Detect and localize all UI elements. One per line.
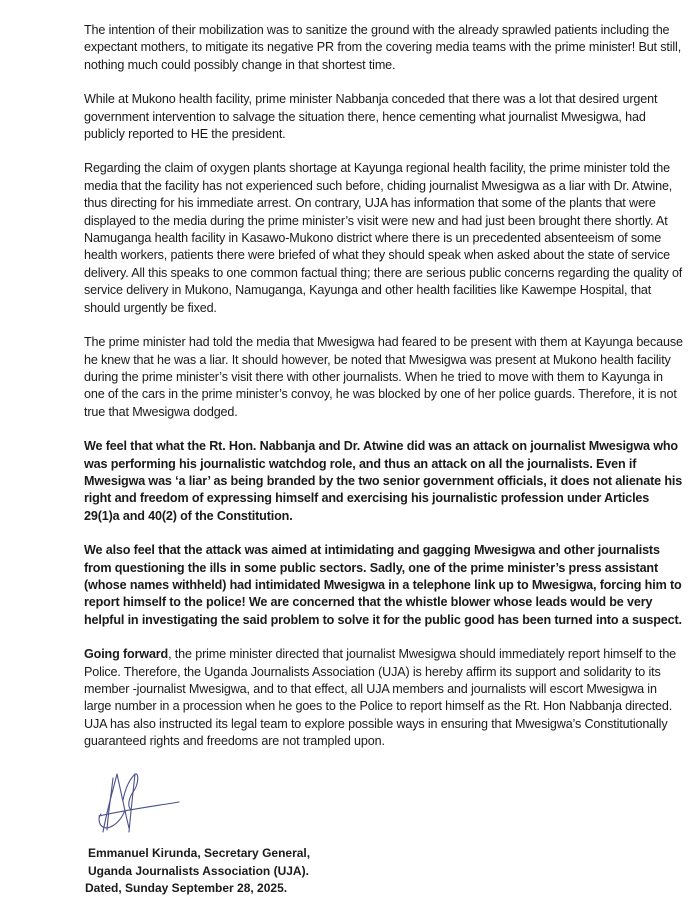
signatory-name: Emmanuel Kirunda, Secretary General, (88, 846, 311, 860)
paragraph-text: Regarding the claim of oxygen plants shortage at Kayunga regional health facility, the prime minister told the media that the facility has not experienced such before, chiding journalist Mwesigwa as a liar with Dr. Atwine, thus directing for his immediate arrest. On contrary, UJA has information that some of the plants that were displayed to the media during the prime minister’s visit were new and had just been brought there shortly. At Namuganga health facility in Kasawo-Mukono district where there is un precedented absenteeism of some health workers, patients there were briefed of what they should speak when asked about the state of service delivery. All this speaks to one common factual thing; there are serious public concerns regarding the quality of service delivery in Mukono, Namuganga, Kayunga and other health facilities like Kawempe Hospital, that should urgently be fixed. (84, 161, 683, 315)
paragraph-text: We feel that what the Rt. Hon. Nabbanja and Dr. Atwine did was an attack on journalist Mwesigwa who was performing his journalistic watchdog role, and thus an attack on all the journalists. Even if Mwesigwa was ‘a liar’ as being branded by the two senior government officials, it does not alienate his right and freedom of expressing himself and exercising his journalistic profession under Articles 29(1)a and 40(2) of the Constitution. (84, 439, 683, 523)
paragraph-text: The prime minister had told the media that Mwesigwa had feared to be present with them at Kayunga because he knew that he was a liar. It should however, be noted that Mwesigwa was present at Mukono health facility during the prime minister’s visit there with other journalists. When he tried to move with them to Kayunga in one of the cars in the prime minister’s convoy, he was blocked by one of her police guards. Therefore, it is not true that Mwesigwa dodged. (84, 335, 683, 419)
signatory-organization: Uganda Journalists Association (UJA). (88, 863, 309, 878)
paragraph-intimidation (84, 542, 684, 629)
document-date: Dated, Sunday September 28, 2025. (85, 881, 288, 895)
paragraph-text: While at Mukono health facility, prime minister Nabbanja conceded that there was a lot that desired urgent government intervention to salvage the situation there, hence cementing what journalist Mwesigwa, had publicly reported to HE the president. (84, 92, 658, 142)
handwritten-signature-icon (95, 770, 195, 840)
paragraph-kayunga-blocked (84, 334, 684, 421)
paragraph-text: , the prime minister directed that journalist Mwesigwa should immediately report himself to the Police. Therefore, the Uganda Journalists Association (UJA) is hereby affirm its support and solidarity to its member -journalist Mwesigwa, and to that effect, all UJA members and journalists will escort Mwesigwa in large number in a procession when he goes to the Police to report himself as the Rt. Hon Nabbanja directed. UJA has also instructed its legal team to explore possible ways in ensuring that Mwesigwa’s Constitutionally guaranteed rights and freedoms are not trampled upon. (84, 647, 677, 749)
paragraph-text: We also feel that the attack was aimed at intimidating and gagging Mwesigwa and other journalists from questioning the ills in some public sectors. Sadly, one of the prime minister’s press assistant (whose names withheld) had intimidated Mwesigwa in a telephone link up to Mwesigwa, forcing him to report himself to the police! We are concerned that the whistle blower whose leads would be very helpful in investigating the said problem to solve it for the public good has been turned into a suspect. (84, 543, 682, 627)
signoff-block (86, 845, 310, 898)
paragraph-going-forward (84, 646, 684, 750)
paragraph-lead-bold: Going forward (84, 647, 169, 662)
paragraph-oxygen-plants (84, 160, 684, 317)
paragraph-text: The intention of their mobilization was to sanitize the ground with the already sprawled patients including the expectant mothers, to mitigate its negative PR from the covering media teams with the prime minister! But still, nothing much could possibly change in that shortest time. (84, 23, 682, 72)
paragraph-mobilization (84, 22, 684, 74)
paragraph-mukono-visit (84, 91, 684, 143)
letter-body (84, 22, 684, 768)
paragraph-attack-statement (84, 438, 684, 525)
